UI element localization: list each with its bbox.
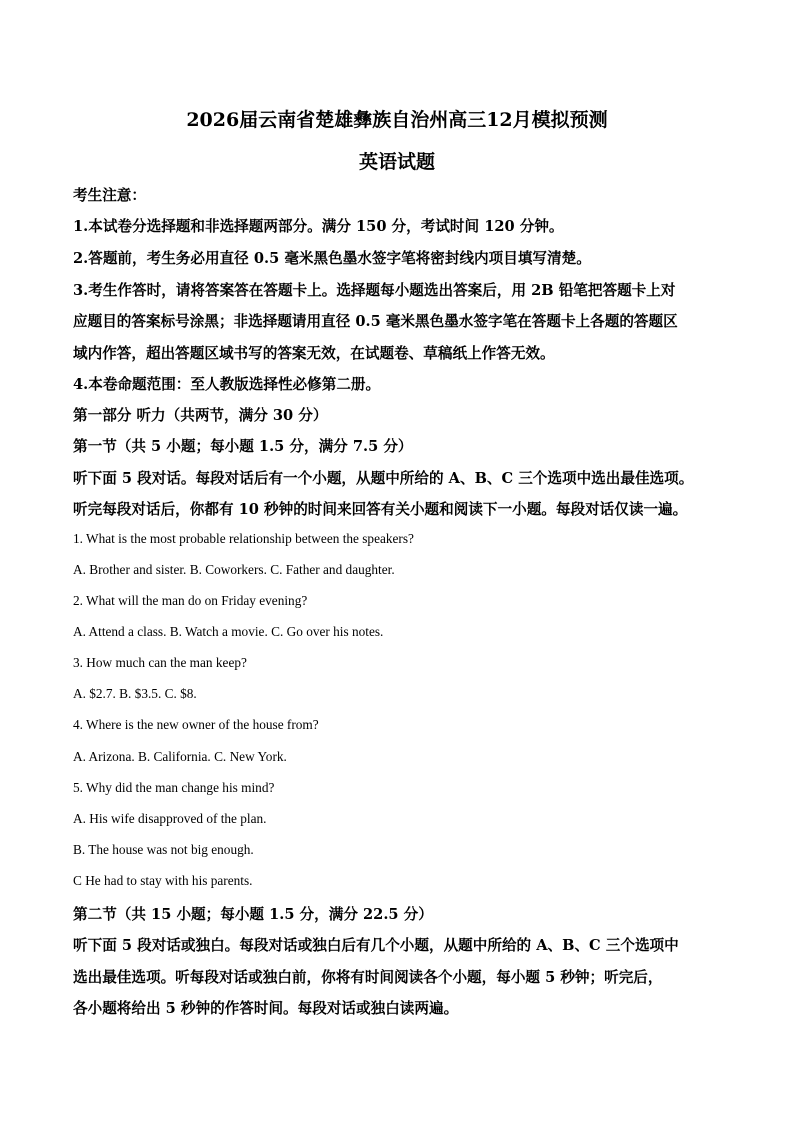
part1-heading: 第一部分 听力（共两节，满分 30 分） [73,407,328,424]
notice-heading: 考生注意： [73,187,146,204]
question-options: A. Attend a class. B. Watch a movie. C. Go over his notes. [73,624,384,639]
question-stem: 2. What will the man do on Friday evening? [73,593,308,608]
section1-instruction: 听完每段对话后，你都有 10 秒钟的时间来回答有关小题和阅读下一小题。每段对话仅读一遍。 [73,501,688,518]
question-stem: 5. Why did the man change his mind? [73,780,275,795]
question-option: B. The house was not big enough. [73,842,254,857]
exam-subtitle: 英语试题 [358,151,435,173]
question-option: A. His wife disapproved of the plan. [73,811,267,826]
question-option: C He had to stay with his parents. [73,873,253,888]
exam-title: 2026届云南省楚雄彝族自治州高三12月模拟预测 [186,109,608,131]
notice-item: 1.本试卷分选择题和非选择题两部分。满分 150 分，考试时间 120 分钟。 [73,218,564,235]
question-options: A. Arizona. B. California. C. New York. [73,749,287,764]
notice-item: 应题目的答案标号涂黑；非选择题请用直径 0.5 毫米黑色墨水签字笔在答题卡上各题的答题区 [73,313,678,330]
question-stem: 3. How much can the man keep? [73,655,247,670]
question-stem: 4. Where is the new owner of the house from? [73,717,319,732]
notice-item: 4.本卷命题范围：至人教版选择性必修第二册。 [73,376,381,393]
notice-item: 域内作答，超出答题区域书写的答案无效，在试题卷、草稿纸上作答无效。 [73,345,555,362]
notice-item: 3.考生作答时，请将答案答在答题卡上。选择题每小题选出答案后，用 2B 铅笔把答题卡上对 [73,282,676,299]
section2-instruction: 选出最佳选项。听每段对话或独白前，你将有时间阅读各个小题，每小题 5 秒钟；听完后， [73,969,663,986]
section1-instruction: 听下面 5 段对话。每段对话后有一个小题，从题中所给的 A、B、C 三个选项中选出最佳选项。 [73,470,694,487]
question-options: A. $2.7. B. $3.5. C. $8. [73,686,197,701]
section1-heading: 第一节（共 5 小题；每小题 1.5 分，满分 7.5 分） [73,438,413,455]
question-stem: 1. What is the most probable relationship between the speakers? [73,531,414,546]
section2-heading: 第二节（共 15 小题；每小题 1.5 分，满分 22.5 分） [73,906,433,923]
question-options: A. Brother and sister. B. Coworkers. C. Father and daughter. [73,562,395,577]
section2-instruction: 听下面 5 段对话或独白。每段对话或独白后有几个小题，从题中所给的 A、B、C 三个选项中 [73,937,679,954]
notice-item: 2.答题前，考生务必用直径 0.5 毫米黑色墨水签字笔将密封线内项目填写清楚。 [73,250,591,267]
section2-instruction: 各小题将给出 5 秒钟的作答时间。每段对话或独白读两遍。 [73,1000,459,1017]
